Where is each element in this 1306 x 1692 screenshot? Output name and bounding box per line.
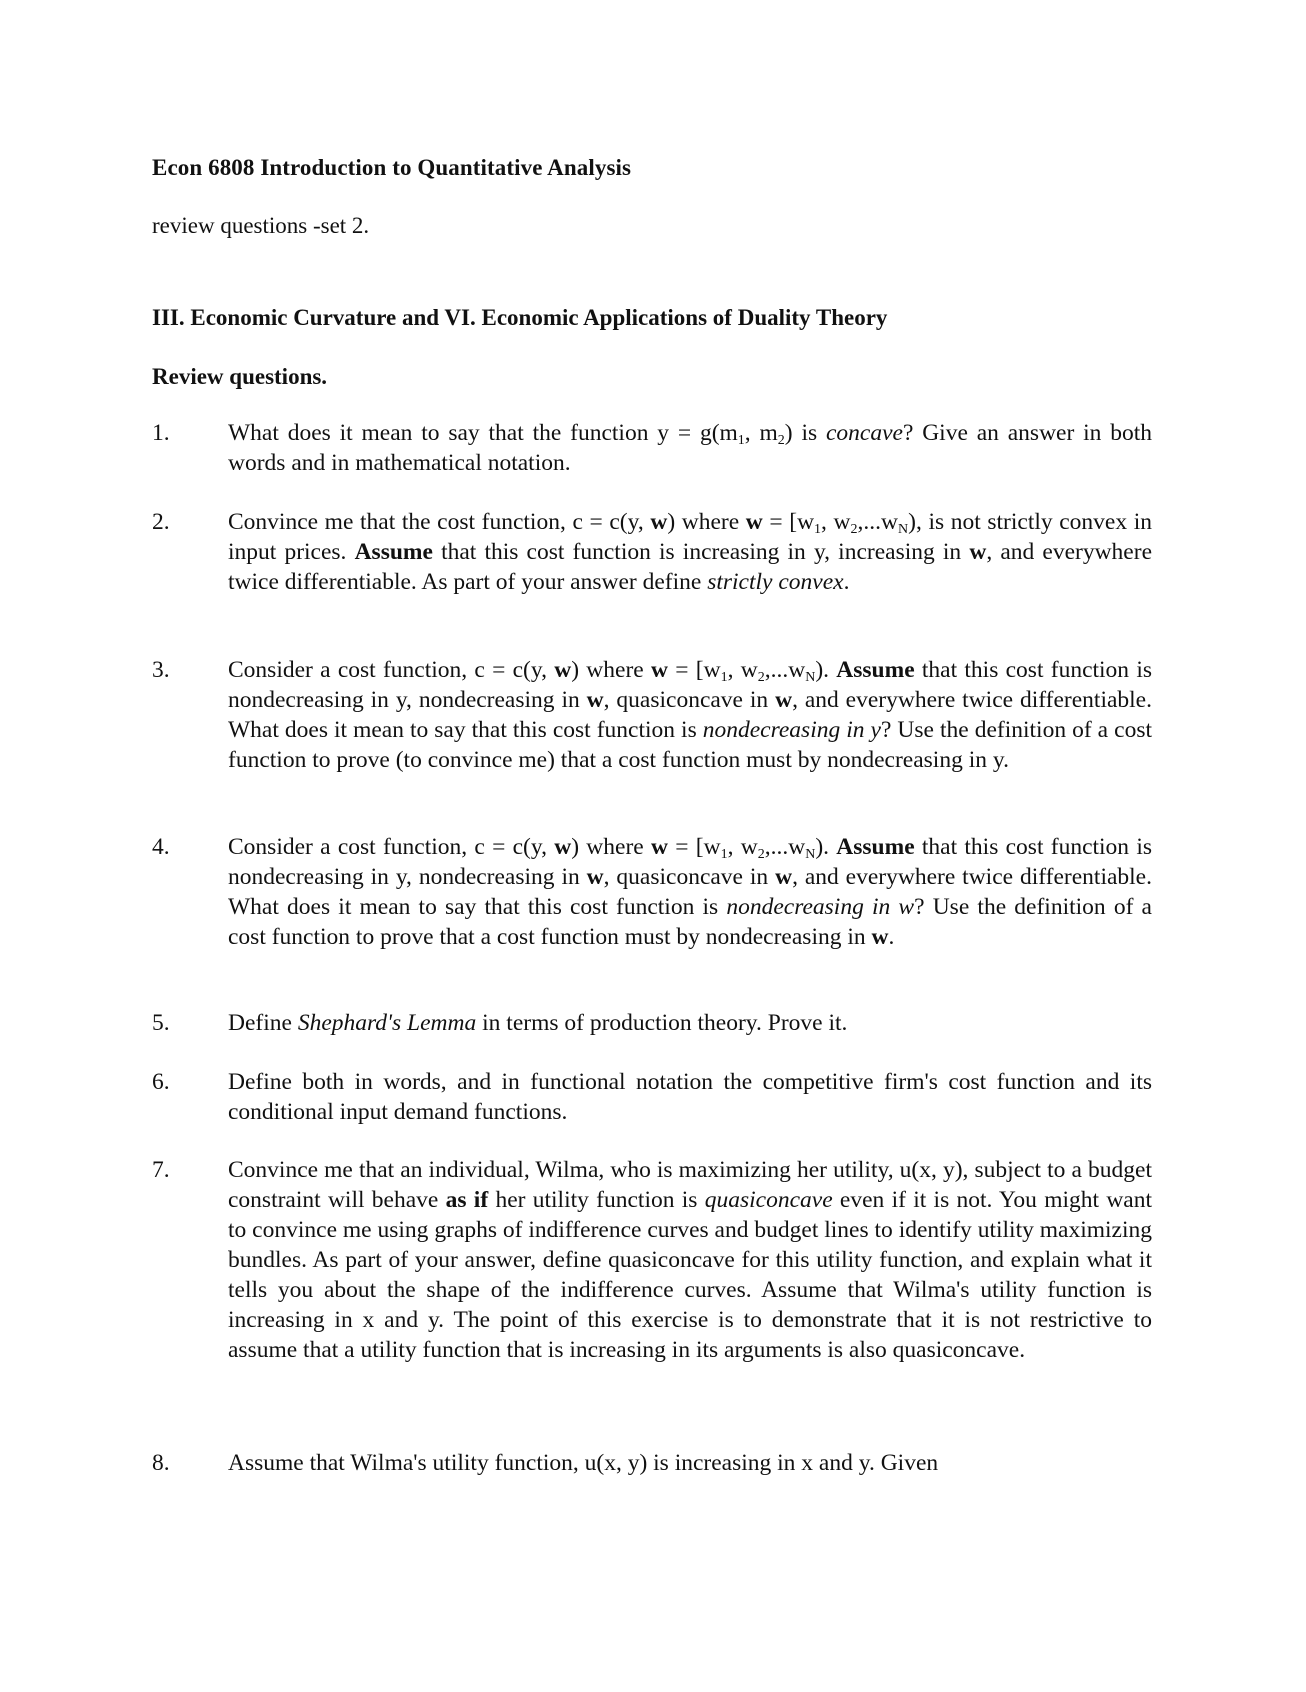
text-segment: her utility function is	[488, 1187, 705, 1213]
question-1	[152, 418, 1152, 478]
text-segment: ).	[815, 834, 837, 860]
text-segment: strictly convex	[707, 569, 844, 595]
text-segment: as if	[445, 1187, 489, 1213]
text-segment: w	[871, 924, 889, 950]
question-4	[152, 832, 1152, 952]
text-segment: Assume	[354, 539, 433, 565]
text-segment: quasiconcave	[704, 1187, 833, 1213]
question-text	[228, 1448, 1152, 1478]
text-segment: 2	[757, 847, 765, 862]
text-segment: , quasiconcave in	[603, 864, 776, 890]
text-segment: ) where	[571, 657, 651, 683]
question-6	[152, 1067, 1152, 1127]
text-segment: w	[651, 834, 668, 860]
text-segment: 1	[814, 522, 822, 537]
question-text	[228, 655, 1152, 775]
question-number: 4.	[152, 834, 170, 860]
text-segment: What does it mean to say that the function y = g(m	[228, 420, 738, 446]
text-segment: w	[745, 509, 763, 535]
text-segment: N	[898, 522, 909, 537]
text-segment: w	[586, 864, 604, 890]
question-text	[228, 1067, 1152, 1127]
text-segment: ) where	[667, 509, 746, 535]
review-heading: Review questions.	[152, 364, 328, 389]
text-segment: ? Use the definition of a cost function to prove that a cost function must by nondecreasing in	[228, 894, 1152, 950]
text-segment: , and everywhere twice differentiable. What does it mean to say that this cost function is	[228, 687, 1152, 743]
text-segment: ), is not strictly convex in input prices.	[228, 509, 1152, 565]
question-2	[152, 507, 1152, 597]
text-segment: , w	[727, 834, 758, 860]
text-segment: , w	[727, 657, 758, 683]
text-segment: = [w	[667, 657, 721, 683]
text-segment: N	[805, 670, 816, 685]
text-segment: 1	[720, 670, 728, 685]
text-segment: 2	[777, 433, 785, 448]
text-segment: Convince me that an individual, Wilma, who is maximizing her utility, u(x, y), subject to a budget constraint will behave	[228, 1157, 1152, 1213]
text-segment: , w	[821, 509, 851, 535]
text-segment: concave	[825, 420, 903, 446]
question-number: 7.	[152, 1157, 170, 1183]
text-segment: that this cost function is nondecreasing in y, nondecreasing in	[228, 657, 1152, 713]
question-number: 2.	[152, 509, 170, 535]
text-segment: Assume	[836, 834, 915, 860]
course-title: Econ 6808 Introduction to Quantitative Analysis	[152, 155, 632, 180]
text-segment: ,...w	[857, 509, 898, 535]
question-number: 5.	[152, 1010, 170, 1036]
text-segment: Assume	[836, 657, 915, 683]
question-7	[152, 1155, 1152, 1365]
question-text	[228, 1008, 1152, 1038]
text-segment: w	[554, 657, 572, 683]
text-segment: w	[775, 687, 793, 713]
text-segment: nondecreasing in w	[726, 894, 915, 920]
text-segment: 2	[850, 522, 858, 537]
text-segment: w	[554, 834, 572, 860]
text-segment: , quasiconcave in	[603, 687, 776, 713]
question-text	[228, 507, 1152, 597]
text-segment: Consider a cost function, c = c(y,	[228, 657, 555, 683]
text-segment: that this cost function is increasing in y, increasing in	[432, 539, 970, 565]
text-segment: ) is	[784, 420, 826, 446]
text-segment: 1	[720, 847, 728, 862]
text-segment: that this cost function is nondecreasing in y, nondecreasing in	[228, 834, 1152, 890]
question-5	[152, 1008, 1152, 1038]
text-segment: w	[969, 539, 987, 565]
question-text	[228, 832, 1152, 952]
question-number: 1.	[152, 420, 170, 446]
text-segment: w	[650, 509, 668, 535]
text-segment: .	[843, 569, 850, 595]
text-segment: , and everywhere twice differentiable. What does it mean to say that this cost function is	[228, 864, 1152, 920]
text-segment: Assume that Wilma's utility function, u(x, y) is increasing in x and y. Given	[228, 1450, 939, 1476]
question-number: 8.	[152, 1450, 170, 1476]
text-segment: , and everywhere twice differentiable. As part of your answer define	[228, 539, 1152, 595]
text-segment: Consider a cost function, c = c(y,	[228, 834, 555, 860]
text-segment: N	[805, 847, 816, 862]
question-text	[228, 1155, 1152, 1365]
text-segment: in terms of production theory. Prove it.	[476, 1010, 848, 1036]
text-segment: nondecreasing in y	[702, 717, 881, 743]
section-title: III. Economic Curvature and VI. Economic Applications of Duality Theory	[152, 305, 888, 330]
text-segment: w	[586, 687, 604, 713]
question-3	[152, 655, 1152, 775]
text-segment: ,...w	[764, 657, 806, 683]
text-segment: Shephard's Lemma	[297, 1010, 477, 1036]
text-segment: ,...w	[764, 834, 806, 860]
text-segment: .	[888, 924, 895, 950]
text-segment: Define	[228, 1010, 298, 1036]
text-segment: 2	[757, 670, 765, 685]
question-number: 6.	[152, 1069, 170, 1095]
text-segment: ? Give an answer in both words and in mathematical notation.	[228, 420, 1153, 476]
text-segment: w	[775, 864, 793, 890]
text-segment: w	[651, 657, 668, 683]
text-segment: ) where	[571, 834, 651, 860]
text-segment: , m	[744, 420, 778, 446]
question-number: 3.	[152, 657, 170, 683]
question-text	[228, 418, 1152, 478]
text-segment: Define both in words, and in functional notation the competitive firm's cost function and its conditional input demand functions.	[228, 1069, 1152, 1125]
text-segment: = [w	[667, 834, 721, 860]
text-segment: ? Use the definition of a cost function to prove (to convince me) that a cost function must by nondecreasing in y.	[228, 717, 1152, 773]
text-segment: even if it is not. You might want to convince me using graphs of indifference curves and budget lines to identify utility maximizing bundles. As part of your answer, define quasiconcave for this utility function, and explain what it tells you about the shape of the indifference curves. Assume that Wilma's utility function is increasing in x and y. The point of this exercise is to demonstrate that it is not restrictive to assume that a utility function that is increasing in its arguments is also quasiconcave.	[228, 1187, 1153, 1363]
text-segment: Convince me that the cost function, c = c(y,	[228, 509, 651, 535]
text-segment: ).	[815, 657, 837, 683]
question-8	[152, 1448, 1152, 1478]
text-segment: = [w	[762, 509, 815, 535]
text-segment: 1	[737, 433, 745, 448]
document-subtitle: review questions -set 2.	[152, 213, 370, 238]
